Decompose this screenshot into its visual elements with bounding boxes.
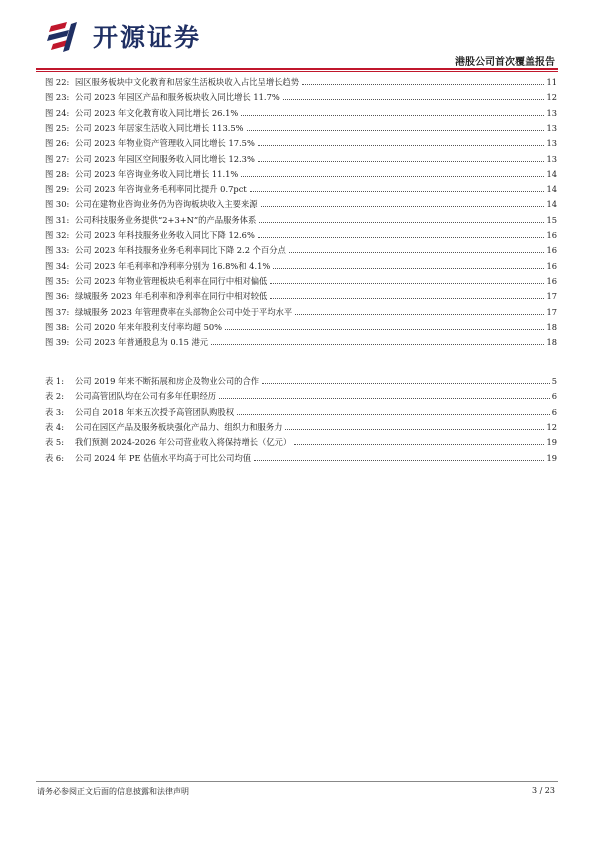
toc-title: 绿城服务 2023 年管理费率在头部物企公司中处于平均水平 (75, 306, 293, 317)
toc-page-number: 17 (546, 306, 557, 317)
toc-label: 图 25: (45, 122, 70, 133)
toc-leader-dots (219, 398, 550, 399)
toc-title: 公司 2020 年来年股利支付率均超 50% (75, 321, 223, 332)
toc-title: 公司 2023 年园区空间服务收入同比增长 12.3% (75, 153, 255, 164)
toc-page-number: 18 (546, 337, 557, 348)
toc-title: 公司在建物业咨询业务仍为咨询板块收入主要来源 (75, 199, 258, 210)
toc-title: 公司 2023 年文化教育收入同比增长 26.1% (75, 107, 239, 118)
toc-title: 公司 2023 年普通股息为 0.15 港元 (75, 337, 209, 348)
toc-label: 图 36: (45, 291, 70, 302)
toc-label: 图 23: (45, 92, 70, 103)
toc-leader-dots (295, 314, 544, 315)
table-toc-entry[interactable] (45, 390, 557, 403)
toc-page-number: 14 (546, 199, 557, 210)
report-type: 港股公司首次覆盖报告 (455, 57, 555, 68)
toc-leader-dots (302, 84, 544, 85)
toc-page-number: 16 (546, 275, 557, 286)
toc-page-number: 19 (546, 437, 557, 448)
toc-leader-dots (237, 414, 550, 415)
figure-toc-entry[interactable] (45, 91, 557, 104)
toc-leader-dots (258, 145, 545, 146)
toc-label: 表 5: (45, 437, 65, 448)
toc-title: 公司 2023 年物业管理板块毛利率在同行中相对偏低 (75, 275, 268, 286)
toc-page-number: 11 (546, 77, 557, 87)
toc-leader-dots (241, 176, 544, 177)
figure-toc-entry[interactable] (45, 229, 557, 242)
figure-toc-entry[interactable] (45, 290, 557, 303)
toc-page-number: 5 (551, 376, 557, 386)
toc-title: 绿城服务 2023 年毛利率和净利率在同行中相对较低 (75, 291, 268, 302)
toc-label: 图 37: (45, 306, 70, 317)
toc-title: 公司科技服务业务提供“2+3+N”的产品服务体系 (75, 214, 257, 225)
table-toc-entry[interactable] (45, 406, 557, 419)
toc-label: 图 29: (45, 184, 70, 195)
toc-page-number: 13 (546, 153, 557, 164)
figure-toc-entry[interactable] (45, 168, 557, 181)
toc-title: 公司 2024 年 PE 估值水平均高于可比公司均值 (75, 452, 252, 463)
toc-label: 图 38: (45, 321, 70, 332)
toc-page-number: 13 (546, 107, 557, 118)
toc-leader-dots (250, 191, 545, 192)
table-toc-entry[interactable] (45, 375, 557, 388)
toc-leader-dots (211, 344, 544, 345)
toc-page-number: 14 (546, 168, 557, 179)
toc-label: 表 1: (45, 376, 65, 386)
toc-leader-dots (241, 115, 544, 116)
toc-title: 公司高管团队均在公司有多年任职经历 (75, 391, 217, 402)
toc-title: 公司自 2018 年来五次授予高管团队购股权 (75, 406, 235, 417)
figure-toc-entry[interactable] (45, 260, 557, 273)
toc-leader-dots (273, 268, 544, 269)
footer-rule (36, 781, 558, 782)
toc-page-number: 12 (546, 421, 557, 432)
brand-logo (45, 18, 201, 54)
figure-toc-entry[interactable] (45, 183, 557, 196)
figure-toc-entry[interactable] (45, 153, 557, 166)
toc-leader-dots (283, 99, 545, 100)
kaiyuan-logo-icon (45, 18, 85, 54)
figure-toc-entry[interactable] (45, 107, 557, 120)
figure-toc-entry[interactable] (45, 198, 557, 211)
figure-toc-entry[interactable] (45, 122, 557, 135)
toc-leader-dots (254, 460, 544, 461)
toc-page-number: 16 (546, 260, 557, 271)
table-toc-entry[interactable] (45, 421, 557, 434)
figure-toc-entry[interactable] (45, 244, 557, 257)
toc-leader-dots (259, 222, 544, 223)
header-rule-thin (36, 71, 558, 72)
toc-title: 公司 2023 年科技服务业务毛利率同比下降 2.2 个百分点 (75, 245, 286, 256)
toc-label: 图 28: (45, 168, 70, 179)
toc-leader-dots (262, 383, 550, 384)
toc-page-number: 15 (546, 214, 557, 225)
toc-leader-dots (261, 206, 545, 207)
toc-label: 图 35: (45, 275, 70, 286)
toc-label: 图 32: (45, 230, 70, 240)
toc-page-number: 14 (546, 184, 557, 195)
figure-toc-entry[interactable] (45, 214, 557, 227)
toc-leader-dots (270, 298, 544, 299)
table-toc-entry[interactable] (45, 436, 557, 449)
toc-label: 图 24: (45, 107, 70, 118)
toc-label: 表 3: (45, 406, 65, 417)
table-toc-entry[interactable] (45, 452, 557, 465)
toc-title: 公司 2023 年咨询业务收入同比增长 11.1% (75, 168, 239, 179)
toc-title: 公司 2023 年毛利率和净利率分别为 16.8%和 4.1% (75, 260, 271, 271)
toc-title: 公司 2023 年园区产品和服务板块收入同比增长 11.7% (75, 92, 280, 103)
toc-page-number: 16 (546, 245, 557, 256)
figure-toc-entry[interactable] (45, 275, 557, 288)
toc-title: 公司 2019 年来不断拓展和房企及物业公司的合作 (75, 376, 260, 386)
toc-page-number: 13 (546, 122, 557, 133)
toc-page-number: 13 (546, 138, 557, 149)
toc-title: 公司在园区产品及服务板块强化产品力、组织力和服务力 (75, 421, 283, 432)
toc-page-number: 19 (546, 452, 557, 463)
toc-label: 图 33: (45, 245, 70, 256)
figure-toc-entry[interactable] (45, 306, 557, 319)
toc-label: 图 39: (45, 337, 70, 348)
toc-leader-dots (258, 161, 545, 162)
toc-leader-dots (270, 283, 544, 284)
figure-toc-entry[interactable] (45, 321, 557, 334)
toc-label: 图 34: (45, 260, 70, 271)
toc-leader-dots (247, 130, 545, 131)
toc-label: 图 30: (45, 199, 70, 210)
toc-leader-dots (258, 237, 545, 238)
toc-page-number: 6 (551, 406, 557, 417)
figure-toc-entry[interactable] (45, 76, 557, 89)
toc-label: 图 22: (45, 77, 70, 87)
toc-leader-dots (225, 329, 544, 330)
toc-label: 图 26: (45, 138, 70, 149)
toc-page-number: 12 (546, 92, 557, 103)
toc-page-number: 18 (546, 321, 557, 332)
footer-disclaimer: 请务必参阅正文后面的信息披露和法律声明 (37, 787, 189, 796)
page-number: 3 / 23 (531, 786, 555, 795)
toc-title: 园区服务板块中文化教育和居家生活板块收入占比呈增长趋势 (75, 77, 300, 87)
page-header (45, 18, 555, 70)
toc-page-number: 6 (551, 391, 557, 402)
toc-label: 表 6: (45, 452, 65, 463)
toc-leader-dots (285, 429, 544, 430)
toc-title: 我们预测 2024-2026 年公司营业收入将保持增长（亿元） (75, 437, 292, 448)
toc-leader-dots (294, 444, 544, 445)
toc-leader-dots (289, 252, 545, 253)
figure-toc-entry[interactable] (45, 137, 557, 150)
toc-label: 图 27: (45, 153, 70, 164)
header-rule (36, 68, 558, 70)
toc-label: 表 4: (45, 421, 65, 432)
toc-label: 表 2: (45, 391, 65, 402)
figure-toc-entry[interactable] (45, 336, 557, 349)
toc-page-number: 16 (546, 230, 557, 240)
brand-name: 开源证券 (93, 23, 202, 52)
toc-title: 公司 2023 年物业资产管理收入同比增长 17.5% (75, 138, 255, 149)
toc-title: 公司 2023 年科技服务业务收入同比下降 12.6% (75, 230, 255, 240)
toc-page-number: 17 (546, 291, 557, 302)
toc-title: 公司 2023 年咨询业务毛利率同比提升 0.7pct (75, 184, 247, 195)
toc-label: 图 31: (45, 214, 70, 225)
toc-title: 公司 2023 年居家生活收入同比增长 113.5% (75, 122, 244, 133)
